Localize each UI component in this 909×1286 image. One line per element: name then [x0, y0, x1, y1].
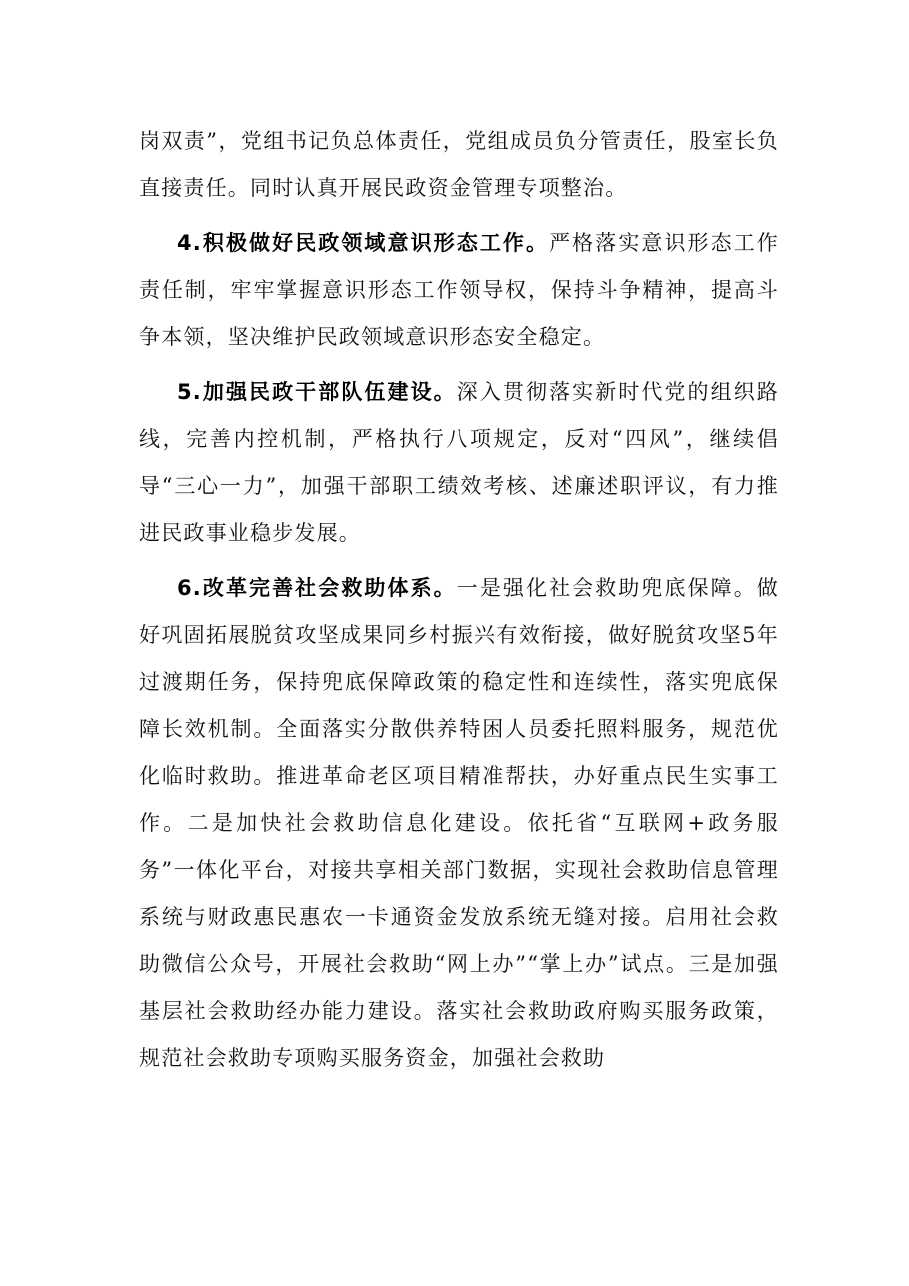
paragraph-heading: 6.改革完善社会救助体系。 — [177, 576, 457, 600]
paragraph-heading: 5.加强民政干部队伍建设。 — [177, 380, 457, 404]
paragraph-text: 严格落实意识形态工作责任制，牢牢掌握意识形态工作领导权，保持斗争精神，提高斗争本领，坚决维护民政领域意识形态安全稳定。 — [139, 231, 779, 349]
paragraph-heading: 4.积极做好民政领域意识形态工作。 — [177, 231, 550, 255]
paragraph-item-4 — [139, 220, 779, 361]
paragraph-text: 一是强化社会救助兜底保障。做好巩固拓展脱贫攻坚成果同乡村振兴有效衔接，做好脱贫攻坚5年过渡期任务，保持兜底保障政策的稳定性和连续性，落实兜底保障长效机制。全面落实分散供养特困人员委托照料服务，规范优化临时救助。推进革命老区项目精准帮扶，办好重点民生实事工作。二是加快社会救助信息化建设。依托省“互联网+政务服务”一体化平台，对接共享相关部门数据，实现社会救助信息管理系统与财政惠民惠农一卡通资金发放系统无缝对接。启用社会救助微信公众号，开展社会救助“网上办”“掌上办”试点。三是加强基层社会救助经办能力建设。落实社会救助政府购买服务政策，规范社会救助专项购买服务资金，加强社会救助 — [139, 576, 779, 1070]
paragraph-item-5 — [139, 369, 779, 557]
document-body — [139, 118, 779, 1082]
paragraph-item-6 — [139, 565, 779, 1082]
paragraph-text: 深入贯彻落实新时代党的组织路线，完善内控机制，严格执行八项规定，反对“四风”，继续倡导“三心一力”，加强干部职工绩效考核、述廉述职评议，有力推进民政事业稳步发展。 — [139, 380, 779, 545]
paragraph-continuation — [139, 118, 779, 212]
paragraph-text: 岗双责”，党组书记负总体责任，党组成员负分管责任，股室长负直接责任。同时认真开展民政资金管理专项整治。 — [139, 129, 779, 200]
